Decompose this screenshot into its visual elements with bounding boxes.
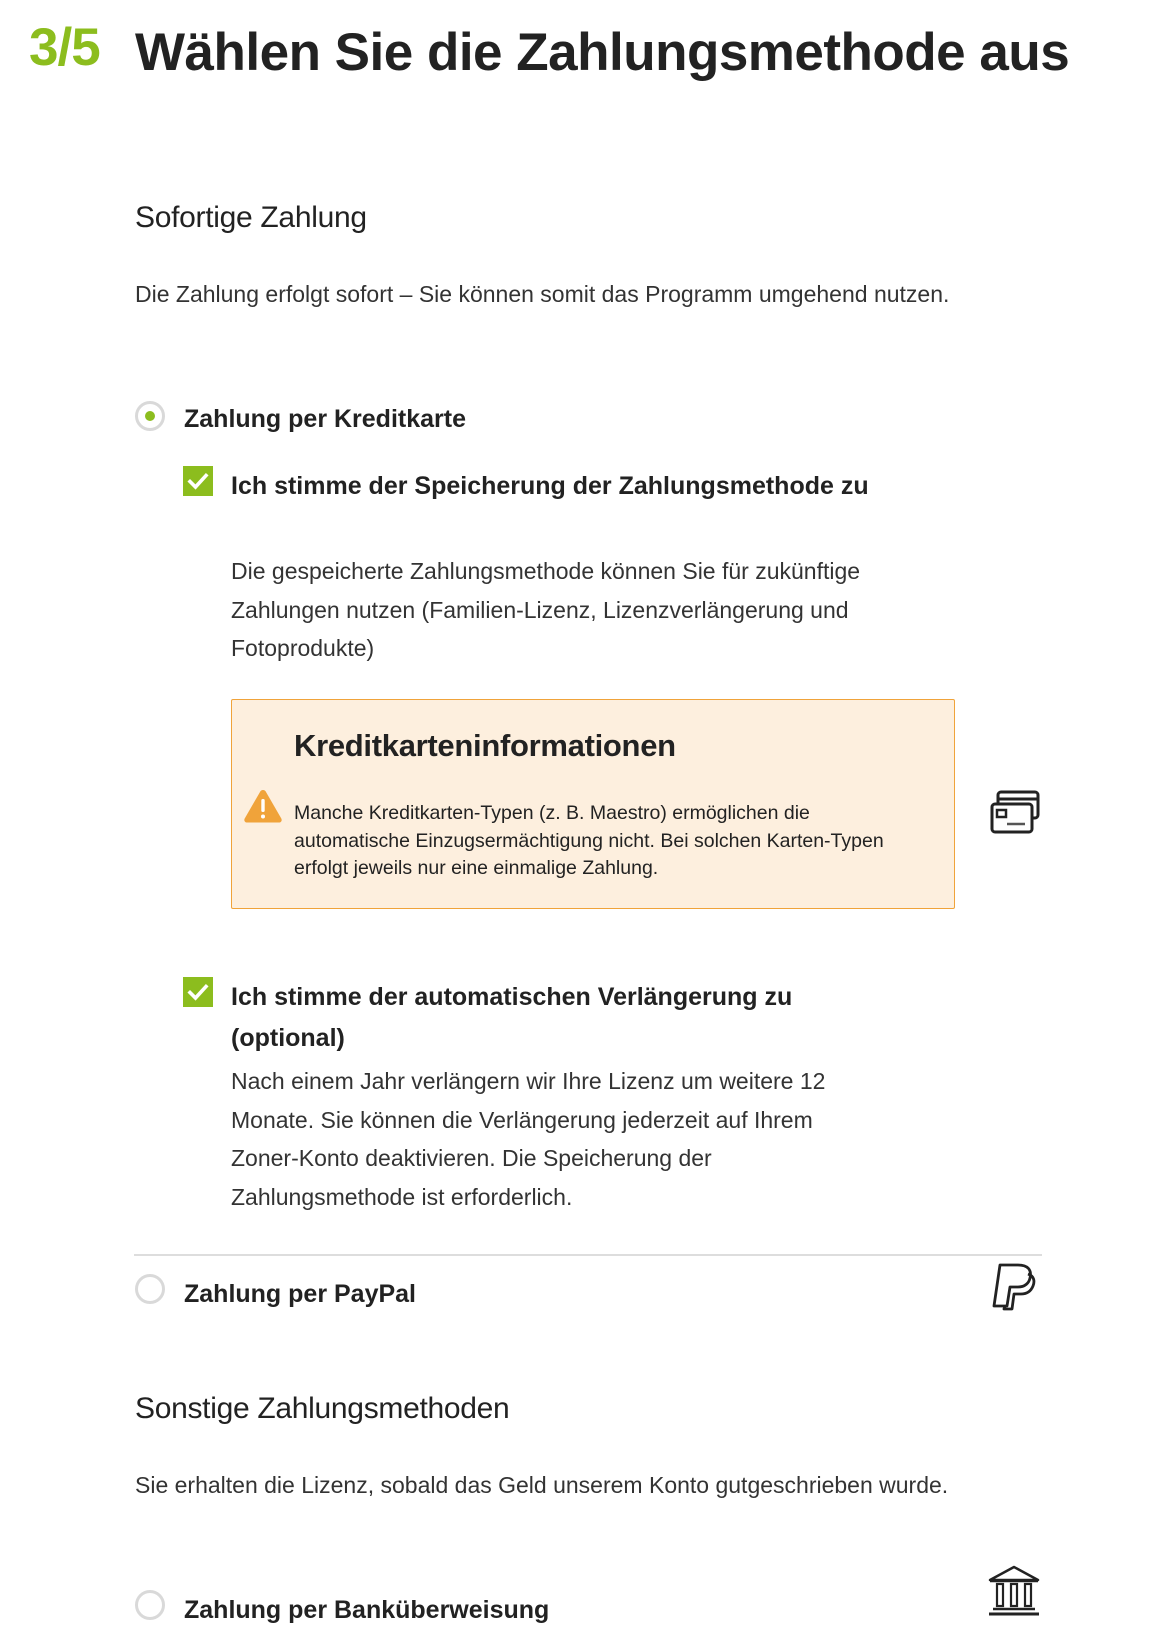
credit-card-info-alert <box>231 699 955 909</box>
checkmark-icon <box>183 977 213 1007</box>
paypal-icon <box>988 1262 1040 1314</box>
option-label-paypal[interactable]: Zahlung per PayPal <box>184 1280 417 1308</box>
alert-text: Manche Kreditkarten-Typen (z. B. Maestro) ermöglichen die automatische Einzugsermächtigung nicht. Bei solchen Karten-Typen erfolgt jeweils nur eine einmalige Zahlung. <box>294 802 884 879</box>
radio-bank-transfer[interactable] <box>135 1590 165 1620</box>
consent-description-auto-renewal: Nach einem Jahr verlängern wir Ihre Lizenz um weitere 12 Monate. Sie können die Verlängerung jederzeit auf Ihrem Zoner-Konto deaktivieren. Die Speicherung der Zahlungsmethode ist erforderlich. <box>231 1068 826 1210</box>
bank-icon <box>988 1565 1040 1617</box>
page-title: Wählen Sie die Zahlungsmethode aus <box>135 23 1070 82</box>
consent-description-save-payment-method: Die gespeicherte Zahlungsmethode können Sie für zukünftige Zahlungen nutzen (Familien-Lizenz, Lizenzverlängerung und Fotoprodukte) <box>231 558 861 661</box>
divider <box>134 1254 1042 1256</box>
step-indicator: 3/5 <box>29 18 100 77</box>
credit-card-icon <box>990 790 1042 842</box>
section-description-other-payment: Sie erhalten die Lizenz, sobald das Geld unserem Konto gutgeschrieben wurde. <box>135 1472 949 1498</box>
radio-paypal[interactable] <box>135 1274 165 1304</box>
radio-credit-card[interactable] <box>135 401 165 431</box>
checkmark-icon <box>183 466 213 496</box>
section-heading-instant-payment: Sofortige Zahlung <box>135 201 367 234</box>
alert-title: Kreditkarteninformationen <box>294 728 676 763</box>
option-label-credit-card[interactable]: Zahlung per Kreditkarte <box>184 405 466 433</box>
section-description-instant-payment: Die Zahlung erfolgt sofort – Sie können somit das Programm umgehend nutzen. <box>135 281 950 307</box>
option-label-bank-transfer[interactable]: Zahlung per Banküberweisung <box>184 1596 550 1624</box>
consent-label-save-payment-method[interactable]: Ich stimme der Speicherung der Zahlungsmethode zu <box>231 472 869 500</box>
warning-icon <box>243 788 283 824</box>
consent-label-auto-renewal[interactable]: Ich stimme der automatischen Verlängerung zu (optional) <box>231 983 793 1052</box>
checkbox-save-payment-method[interactable] <box>183 466 213 496</box>
section-heading-other-payment: Sonstige Zahlungsmethoden <box>135 1392 510 1425</box>
checkbox-auto-renewal[interactable] <box>183 977 213 1007</box>
